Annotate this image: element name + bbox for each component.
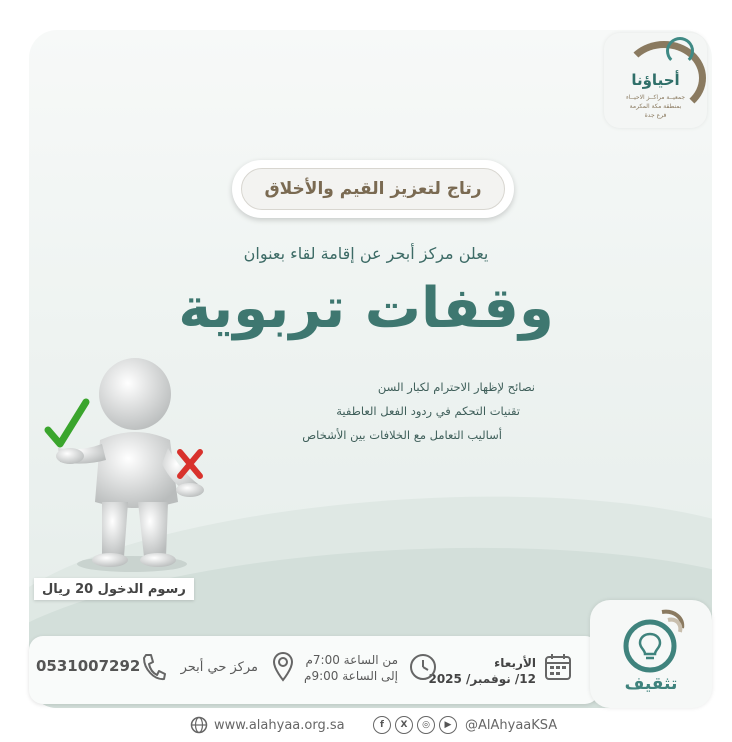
footer-website[interactable] xyxy=(190,712,345,738)
figure-left-hand xyxy=(56,448,84,464)
figure-right-hand xyxy=(176,483,204,497)
figure-right-foot xyxy=(140,553,176,567)
figure-illustration xyxy=(40,352,220,582)
social-handle[interactable]: @AlAhyaaKSA xyxy=(465,717,558,733)
figure-left-leg xyxy=(102,502,128,557)
entry-fee-badge: رسوم الدخول 20 ريال xyxy=(34,578,194,600)
instagram-icon[interactable]: ◎ xyxy=(417,716,435,734)
lightbulb-icon xyxy=(612,606,692,676)
figure-right-leg xyxy=(138,502,168,557)
announcement-text: يعلن مركز أبحر عن إقامة لقاء بعنوان xyxy=(243,244,489,263)
calendar-icon xyxy=(543,652,573,682)
figure-left-foot xyxy=(92,553,128,567)
footer-social xyxy=(373,712,557,738)
logo-name: أحياؤنا xyxy=(631,71,680,89)
thaqeef-badge xyxy=(590,600,712,708)
logo-line-2: بمنطقة مكة المكرمة xyxy=(629,103,682,110)
logo-swirl-shape xyxy=(666,37,694,65)
event-location: مركز حي أبحر xyxy=(180,660,258,675)
website-url[interactable]: www.alahyaa.org.sa xyxy=(214,717,345,733)
clock-icon xyxy=(408,652,438,682)
cross-mark-icon xyxy=(180,452,200,476)
topic-item: أساليب التعامل مع الخلافات بين الأشخاص xyxy=(302,428,502,442)
ahyaauna-logo xyxy=(604,33,707,128)
facebook-icon[interactable]: f xyxy=(373,716,391,734)
x-icon[interactable]: X xyxy=(395,716,413,734)
youtube-icon[interactable]: ▶ xyxy=(439,716,457,734)
topic-item: تقنيات التحكم في ردود الفعل العاطفية xyxy=(336,404,520,418)
logo-line-3: فرع جدة xyxy=(644,112,667,119)
check-mark-icon xyxy=(48,402,86,444)
event-date: 12/ نوفمبر/ 2025 xyxy=(428,672,536,686)
phone-icon xyxy=(140,652,166,682)
program-title: رتاج لتعزيز القيم والأخلاق xyxy=(241,168,505,210)
thaqeef-label: تثقيف xyxy=(624,674,678,694)
globe-icon xyxy=(190,716,208,734)
event-title: وقفات تربوية xyxy=(178,276,554,341)
program-title-pill xyxy=(232,160,514,218)
event-day: الأربعاء xyxy=(494,656,536,670)
time-from: من الساعة 7:00م xyxy=(305,653,398,667)
logo-line-1: جمعيــة مراكــز الاحيــاء xyxy=(625,94,686,101)
contact-phone[interactable]: 0531007292 xyxy=(36,657,141,675)
figure-head xyxy=(99,358,171,430)
time-to: إلى الساعة 9:00م xyxy=(304,669,398,683)
location-pin-icon xyxy=(272,651,294,683)
topic-item: نصائح لإظهار الاحترام لكبار السن xyxy=(377,380,535,394)
